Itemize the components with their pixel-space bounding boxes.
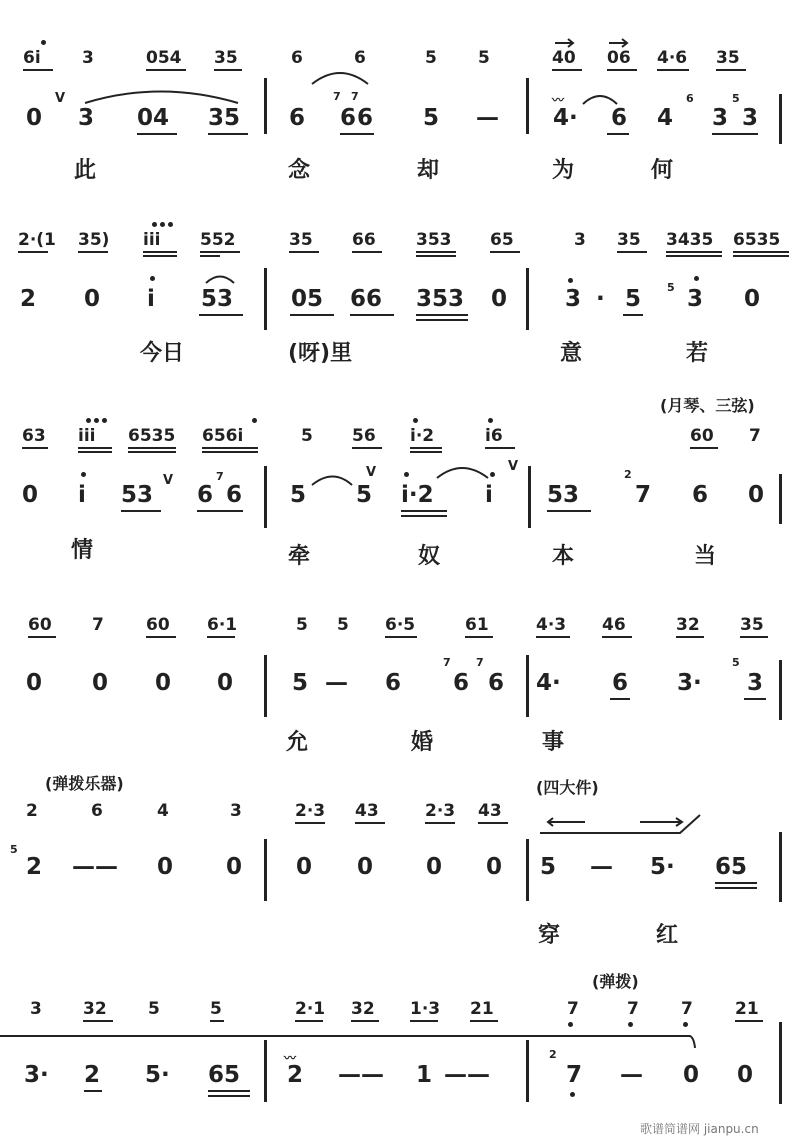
svg-text:2: 2 [624,468,632,481]
top-note: i6 [485,426,503,446]
melody-note: 7 [566,1062,583,1088]
lyric: 今日 [140,341,185,366]
top-note: 35 [617,230,641,250]
top-note: 5 [210,999,222,1019]
melody-note: 0 [157,854,174,880]
melody-note: —— [338,1062,384,1088]
lyric: 牵 [288,544,311,569]
melody-note: 0 [491,286,508,312]
top-note: 6 [91,801,103,821]
top-note: 43 [355,801,379,821]
melody-note: 3· [677,670,702,696]
melody-note: 0 [744,286,761,312]
melody-note: 6 [612,670,629,696]
top-note: 3435 [666,230,714,250]
top-note: 5 [148,999,160,1019]
instrument-note: (弹拨) [592,972,639,991]
svg-text:5: 5 [667,281,675,294]
melody-note: 04 [137,105,170,131]
lyric: 意 [560,341,583,366]
melody-note: — [620,1062,643,1088]
melody-note: i [78,482,86,508]
top-note: 35 [289,230,313,250]
melody-note: 53 [547,482,580,508]
melody-note: 0 [155,670,172,696]
top-note: 66 [352,230,376,250]
top-note: 7 [627,999,639,1019]
top-note: 4·3 [536,615,567,635]
melody-note: — [476,105,499,131]
instrument-note: (月琴、三弦) [660,396,755,415]
top-note: 6i [23,48,41,68]
top-note: 43 [478,801,502,821]
top-note: 60 [28,615,52,635]
melody-note: 6 [488,670,505,696]
top-note: 6·5 [385,615,416,635]
lyric: 为 [552,158,575,183]
top-note: 1·3 [410,999,441,1019]
top-note: 06 [607,48,631,68]
melody-note: 0 [84,286,101,312]
top-note: 60 [146,615,170,635]
melody-note: 65 [715,854,748,880]
melody-note: 7 [635,482,652,508]
melody-note: 05 [291,286,324,312]
top-note: 2·3 [425,801,456,821]
svg-text:5: 5 [732,92,740,105]
top-note: 3 [82,48,94,68]
melody-note: 2 [84,1062,101,1088]
svg-text:7: 7 [476,656,484,669]
top-note: 32 [351,999,375,1019]
top-note: 2·3 [295,801,326,821]
lyric: 奴 [418,544,441,569]
svg-text:5: 5 [10,843,18,856]
top-note: 5 [337,615,349,635]
top-note: 21 [735,999,759,1019]
top-note: 32 [83,999,107,1019]
melody-note: 6 [357,105,374,131]
melody-note: 0 [296,854,313,880]
top-note: 63 [22,426,46,446]
melody-note: 0 [217,670,234,696]
melody-note: 5 [290,482,307,508]
svg-text:V: V [55,91,66,106]
melody-note: 5 [625,286,642,312]
top-note: 6535 [128,426,176,446]
top-note: 353 [416,230,452,250]
melody-note: 66 [350,286,383,312]
top-note: 6 [354,48,366,68]
top-note: 2·(1 [18,230,56,250]
top-note: 32 [676,615,700,635]
melody-note: 6 [289,105,306,131]
watermark: 歌谱简谱网 jianpu.cn [640,1122,759,1136]
melody-note: 6 [226,482,243,508]
top-note: 60 [690,426,714,446]
svg-text:〰: 〰 [284,1051,297,1065]
svg-text:2: 2 [549,1048,557,1061]
svg-text:6: 6 [686,92,694,105]
svg-text:7: 7 [351,90,359,103]
melody-note: 3 [712,105,729,131]
melody-note: 5 [540,854,557,880]
melody-note: 4· [553,105,578,131]
top-note: 7 [567,999,579,1019]
melody-note: 6 [385,670,402,696]
melody-note: 0 [26,670,43,696]
melody-note: 0 [486,854,503,880]
melody-note: 3 [565,286,582,312]
melody-note: 2 [287,1062,304,1088]
top-note: 6 [291,48,303,68]
top-note: 5 [301,426,313,446]
top-note: 61 [465,615,489,635]
melody-note: 0 [26,105,43,131]
top-note: 7 [92,615,104,635]
melody-note: 3 [687,286,704,312]
top-note: 2 [26,801,38,821]
melody-note: — [590,854,613,880]
lyric: 何 [651,158,674,183]
top-note: 054 [146,48,182,68]
melody-note: 3 [78,105,95,131]
melody-note: 0 [737,1062,754,1088]
melody-note: 6 [692,482,709,508]
top-note: 552 [200,230,236,250]
lyric: 事 [542,730,565,755]
top-note: 3 [230,801,242,821]
lyric: 念 [288,158,311,183]
top-note: 40 [552,48,576,68]
instrument-note: (弹拨乐器) [45,774,124,793]
melody-note: — [325,670,348,696]
svg-text:7: 7 [216,470,224,483]
melody-note: 65 [208,1062,241,1088]
melody-note: 0 [357,854,374,880]
svg-text:7: 7 [333,90,341,103]
top-note: 5 [296,615,308,635]
lyric: 却 [417,158,440,183]
top-note: 6535 [733,230,781,250]
melody-note: i [147,286,155,312]
top-note: 35 [214,48,238,68]
lyric: 若 [686,341,709,366]
instrument-note: (四大件) [536,778,599,797]
lyric: 情 [71,538,94,563]
top-note: iii [143,230,161,250]
melody-note: 53 [121,482,154,508]
melody-note: 0 [683,1062,700,1088]
top-note: 35 [740,615,764,635]
top-note: iii [78,426,96,446]
top-note: 2·1 [295,999,326,1019]
top-note: 46 [602,615,626,635]
top-note: 7 [681,999,693,1019]
svg-text:V: V [163,473,174,488]
melody-note: 0 [748,482,765,508]
melody-note: 5 [356,482,373,508]
melody-note: 0 [426,854,443,880]
melody-note: 2 [26,854,43,880]
top-note: 5 [478,48,490,68]
top-note: 35) [78,230,110,250]
svg-text:V: V [366,465,377,480]
melody-note: 3 [747,670,764,696]
melody-note: 3 [742,105,759,131]
melody-note: 53 [201,286,234,312]
top-note: 56 [352,426,376,446]
top-note: 656i [202,426,244,446]
top-note: 6·1 [207,615,238,635]
top-note: 5 [425,48,437,68]
svg-text:〰: 〰 [552,93,565,107]
top-note: 65 [490,230,514,250]
melody-note: 4· [536,670,561,696]
svg-text:7: 7 [443,656,451,669]
melody-note: 353 [416,286,465,312]
lyric: 本 [552,544,575,569]
top-note: 3 [574,230,586,250]
melody-note: 0 [22,482,39,508]
melody-note: 5 [423,105,440,131]
melody-note: 5 [292,670,309,696]
melody-note: 0 [226,854,243,880]
top-note: i·2 [410,426,435,446]
melody-note: 35 [208,105,241,131]
melody-note: 0 [92,670,109,696]
lyric: 红 [656,923,679,948]
melody-note: 4 [657,105,674,131]
lyric: 当 [694,544,717,569]
top-note: 21 [470,999,494,1019]
melody-note: 5· [145,1062,170,1088]
lyric: 穿 [538,923,561,948]
melody-note: 3· [24,1062,49,1088]
melody-note: 6 [453,670,470,696]
melody-note: 1 [416,1062,433,1088]
lyric: 允 [286,730,309,755]
top-note: 4 [157,801,169,821]
melody-note: 2 [20,286,37,312]
melody-note: i [485,482,493,508]
melody-note: 6 [611,105,628,131]
lyric: 婚 [411,730,434,755]
svg-text:5: 5 [732,656,740,669]
melody-note: —— [72,854,118,880]
top-note: 35 [716,48,740,68]
melody-note: 6 [340,105,357,131]
melody-note: 6 [197,482,214,508]
top-note: 7 [749,426,761,446]
top-note: 3 [30,999,42,1019]
lyric: 此 [74,158,97,183]
svg-text:V: V [508,459,519,474]
top-note: 4·6 [657,48,688,68]
melody-note: —— [444,1062,490,1088]
melody-note: 5· [650,854,675,880]
lyric: (呀)里 [288,341,353,366]
melody-note: i·2 [401,482,434,508]
melody-note: · [596,286,605,312]
